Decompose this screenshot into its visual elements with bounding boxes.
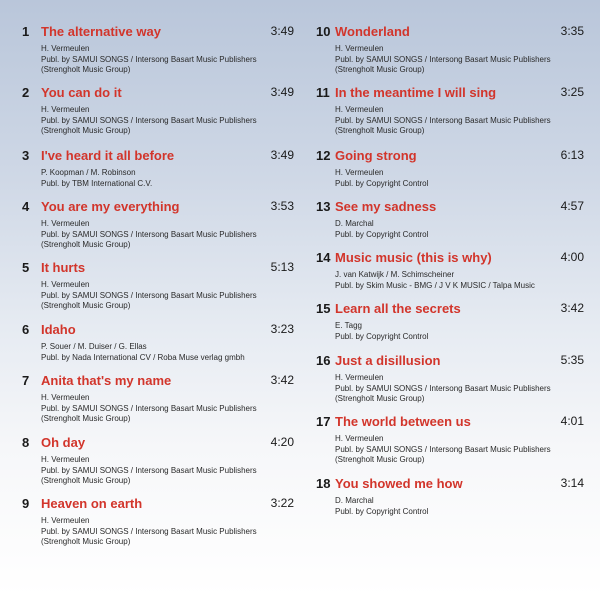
track-number: 8 <box>22 435 30 450</box>
track-composer: H. Vermeulen <box>335 434 384 443</box>
track-composer: H. Vermeulen <box>41 44 90 53</box>
track-duration: 6:13 <box>560 148 584 162</box>
track-header <box>22 435 294 455</box>
track-number: 14 <box>316 250 331 265</box>
track-header <box>316 148 584 168</box>
track-header <box>316 199 584 219</box>
track-entry <box>22 373 294 425</box>
track-header <box>316 301 584 321</box>
track-header <box>316 353 584 373</box>
track-publisher: Publ. by SAMUI SONGS / Intersong Basart Music Publishers <box>41 526 257 536</box>
track-publisher: Publ. by SAMUI SONGS / Intersong Basart Music Publishers <box>41 465 257 475</box>
track-number: 12 <box>316 148 331 163</box>
track-publisher: Publ. by SAMUI SONGS / Intersong Basart Music Publishers <box>41 115 257 125</box>
track-publisher: Publ. by Copyright Control <box>335 229 429 239</box>
track-header <box>316 250 584 270</box>
track-publisher: (Strengholt Music Group) <box>41 126 131 135</box>
track-composer: H. Vermeulen <box>335 168 384 177</box>
track-publisher: (Strengholt Music Group) <box>41 301 131 310</box>
track-publisher: Publ. by SAMUI SONGS / Intersong Basart Music Publishers <box>41 290 257 300</box>
track-title: Learn all the secrets <box>335 301 461 316</box>
track-duration: 3:49 <box>270 85 294 99</box>
track-title: Idaho <box>41 322 76 337</box>
track-header <box>316 476 584 496</box>
track-entry <box>316 353 584 405</box>
track-number: 5 <box>22 260 30 275</box>
track-duration: 4:01 <box>560 414 584 428</box>
track-entry <box>316 301 584 342</box>
track-number: 13 <box>316 199 331 214</box>
track-publisher: Publ. by Copyright Control <box>335 331 429 341</box>
track-title: Anita that's my name <box>41 373 172 388</box>
track-title: You are my everything <box>41 199 180 214</box>
track-header <box>22 496 294 516</box>
track-number: 3 <box>22 148 30 163</box>
track-number: 18 <box>316 476 331 491</box>
track-publisher: Publ. by Skim Music - BMG / J V K MUSIC / Talpa Music <box>335 280 535 290</box>
track-title: You showed me how <box>335 476 463 491</box>
track-entry <box>316 250 584 291</box>
track-entry <box>316 24 584 76</box>
track-publisher: Publ. by SAMUI SONGS / Intersong Basart Music Publishers <box>335 444 551 454</box>
track-publisher: (Strengholt Music Group) <box>41 476 131 485</box>
track-publisher: (Strengholt Music Group) <box>41 414 131 423</box>
track-duration: 5:13 <box>270 260 294 274</box>
track-composer: P. Koopman / M. Robinson <box>41 168 136 177</box>
track-header <box>22 373 294 393</box>
track-publisher: Publ. by SAMUI SONGS / Intersong Basart Music Publishers <box>41 229 257 239</box>
track-header <box>22 24 294 44</box>
track-publisher: Publ. by Copyright Control <box>335 178 429 188</box>
track-composer: H. Vermeulen <box>41 280 90 289</box>
track-publisher: Publ. by SAMUI SONGS / Intersong Basart Music Publishers <box>41 403 257 413</box>
track-composer: D. Marchal <box>335 496 374 505</box>
track-entry <box>316 476 584 517</box>
track-number: 9 <box>22 496 30 511</box>
track-number: 6 <box>22 322 30 337</box>
track-title: Going strong <box>335 148 417 163</box>
track-header <box>22 322 294 342</box>
track-duration: 5:35 <box>560 353 584 367</box>
track-duration: 4:20 <box>270 435 294 449</box>
track-entry <box>22 496 294 548</box>
track-title: Just a disillusion <box>335 353 441 368</box>
track-entry <box>22 148 294 189</box>
track-title: Oh day <box>41 435 86 450</box>
track-duration: 3:35 <box>560 24 584 38</box>
track-header <box>22 148 294 168</box>
track-duration: 3:23 <box>270 322 294 336</box>
track-title: The world between us <box>335 414 471 429</box>
track-composer: H. Vermeulen <box>41 516 90 525</box>
track-number: 17 <box>316 414 331 429</box>
track-duration: 3:42 <box>560 301 584 315</box>
track-publisher: Publ. by SAMUI SONGS / Intersong Basart Music Publishers <box>335 383 551 393</box>
track-title: I've heard it all before <box>41 148 175 163</box>
track-entry <box>316 85 584 137</box>
track-publisher: (Strengholt Music Group) <box>335 65 425 74</box>
track-entry <box>22 435 294 487</box>
track-title: The alternative way <box>41 24 161 39</box>
track-duration: 4:00 <box>560 250 584 264</box>
track-title: Music music (this is why) <box>335 250 492 265</box>
track-header <box>22 199 294 219</box>
track-publisher: (Strengholt Music Group) <box>335 455 425 464</box>
track-title: Heaven on earth <box>41 496 143 511</box>
track-duration: 3:25 <box>560 85 584 99</box>
track-duration: 3:49 <box>270 24 294 38</box>
track-title: You can do it <box>41 85 122 100</box>
track-publisher: Publ. by Nada International CV / Roba Muse verlag gmbh <box>41 352 245 362</box>
track-duration: 3:42 <box>270 373 294 387</box>
track-composer: H. Vermeulen <box>335 44 384 53</box>
track-composer: D. Marchal <box>335 219 374 228</box>
track-entry <box>22 260 294 312</box>
track-title: See my sadness <box>335 199 437 214</box>
track-composer: E. Tagg <box>335 321 362 330</box>
track-publisher: (Strengholt Music Group) <box>41 65 131 74</box>
track-header <box>316 414 584 434</box>
track-entry <box>22 322 294 363</box>
track-header <box>316 85 584 105</box>
track-composer: H. Vermeulen <box>41 393 90 402</box>
track-duration: 3:49 <box>270 148 294 162</box>
track-duration: 3:14 <box>560 476 584 490</box>
track-duration: 3:53 <box>270 199 294 213</box>
track-publisher: (Strengholt Music Group) <box>335 126 425 135</box>
track-number: 10 <box>316 24 331 39</box>
track-publisher: Publ. by SAMUI SONGS / Intersong Basart Music Publishers <box>41 54 257 64</box>
track-header <box>316 24 584 44</box>
track-title: In the meantime I will sing <box>335 85 497 100</box>
track-header <box>22 260 294 280</box>
track-number: 4 <box>22 199 30 214</box>
track-publisher: (Strengholt Music Group) <box>335 394 425 403</box>
track-composer: H. Vermeulen <box>335 105 384 114</box>
track-number: 7 <box>22 373 30 388</box>
track-composer: H. Vermeulen <box>41 455 90 464</box>
track-composer: H. Vermeulen <box>41 105 90 114</box>
track-publisher: (Strengholt Music Group) <box>41 240 131 249</box>
track-composer: P. Souer / M. Duiser / G. Ellas <box>41 342 147 351</box>
track-duration: 4:57 <box>560 199 584 213</box>
track-composer: J. van Katwijk / M. Schimscheiner <box>335 270 455 279</box>
track-composer: H. Vermeulen <box>335 373 384 382</box>
track-entry <box>22 199 294 251</box>
track-publisher: Publ. by Copyright Control <box>335 506 429 516</box>
track-entry <box>316 414 584 466</box>
track-publisher: (Strengholt Music Group) <box>41 537 131 546</box>
track-publisher: Publ. by TBM International C.V. <box>41 178 153 188</box>
track-duration: 3:22 <box>270 496 294 510</box>
track-title: Wonderland <box>335 24 410 39</box>
track-entry <box>22 85 294 137</box>
track-entry <box>316 148 584 189</box>
track-number: 16 <box>316 353 331 368</box>
track-entry <box>316 199 584 240</box>
track-number: 2 <box>22 85 30 100</box>
track-title: It hurts <box>41 260 86 275</box>
track-number: 15 <box>316 301 331 316</box>
track-composer: H. Vermeulen <box>41 219 90 228</box>
track-publisher: Publ. by SAMUI SONGS / Intersong Basart Music Publishers <box>335 54 551 64</box>
track-entry <box>22 24 294 76</box>
track-publisher: Publ. by SAMUI SONGS / Intersong Basart Music Publishers <box>335 115 551 125</box>
track-header <box>22 85 294 105</box>
track-number: 1 <box>22 24 30 39</box>
track-number: 11 <box>316 85 330 100</box>
